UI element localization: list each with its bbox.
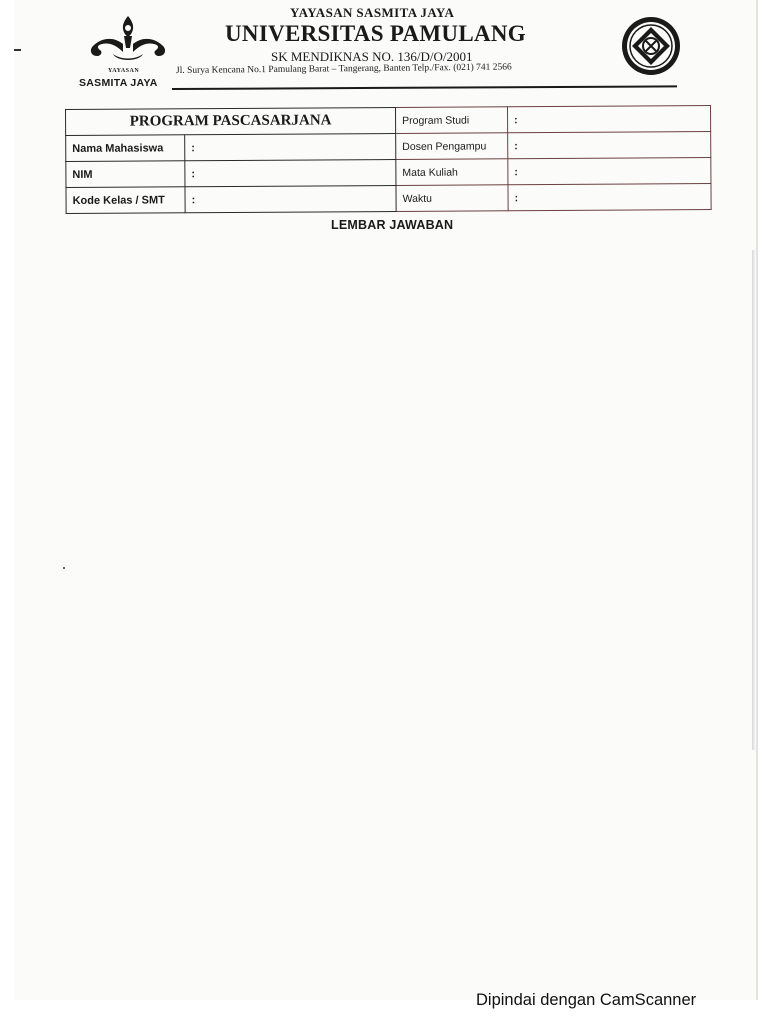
university-seal: [620, 15, 682, 77]
sasmita-jaya-emblem-icon: [83, 14, 173, 66]
field-label-nim: NIM: [66, 161, 185, 188]
university-address: Jl. Surya Kencana No.1 Pamulang Barat – Tangerang, Banten Telp./Fax. (021) 741 2566: [175, 62, 512, 76]
field-value-waktu: :: [508, 184, 711, 211]
field-label-mata-kuliah: Mata Kuliah: [396, 159, 508, 186]
field-value-dosen-pengampu: :: [508, 132, 711, 159]
logo-caption-big: SASMITA JAYA: [79, 77, 158, 89]
university-name: UNIVERSITAS PAMULANG: [225, 21, 526, 46]
scan-artifact: [14, 49, 21, 51]
foundation-name: YAYASAN SASMITA JAYA: [290, 5, 455, 20]
field-label-waktu: Waktu: [396, 185, 508, 212]
field-value-nama-mahasiswa: :: [185, 133, 396, 160]
field-label-nama-mahasiswa: Nama Mahasiswa: [66, 135, 185, 162]
answer-sheet-heading: LEMBAR JAWABAN: [331, 218, 454, 232]
field-value-kode-kelas: :: [185, 185, 396, 212]
field-label-program-studi: Program Studi: [396, 107, 508, 134]
scan-artifact-dot: [63, 567, 65, 569]
student-info-form: [65, 105, 711, 211]
program-title: PROGRAM PASCASARJANA: [66, 107, 396, 135]
field-value-nim: :: [185, 159, 396, 186]
scanner-watermark: Dipindai dengan CamScanner: [476, 991, 697, 1009]
decree-number: SK MENDIKNAS NO. 136/D/O/2001: [271, 49, 473, 64]
page-edge-shadow: [752, 250, 755, 750]
logo-caption-small: YAYASAN: [108, 68, 140, 74]
field-value-program-studi: :: [508, 106, 711, 133]
field-label-kode-kelas: Kode Kelas / SMT: [66, 187, 185, 214]
field-value-mata-kuliah: :: [508, 158, 711, 185]
university-seal-icon: [620, 15, 682, 77]
field-label-dosen-pengampu: Dosen Pengampu: [396, 133, 508, 160]
